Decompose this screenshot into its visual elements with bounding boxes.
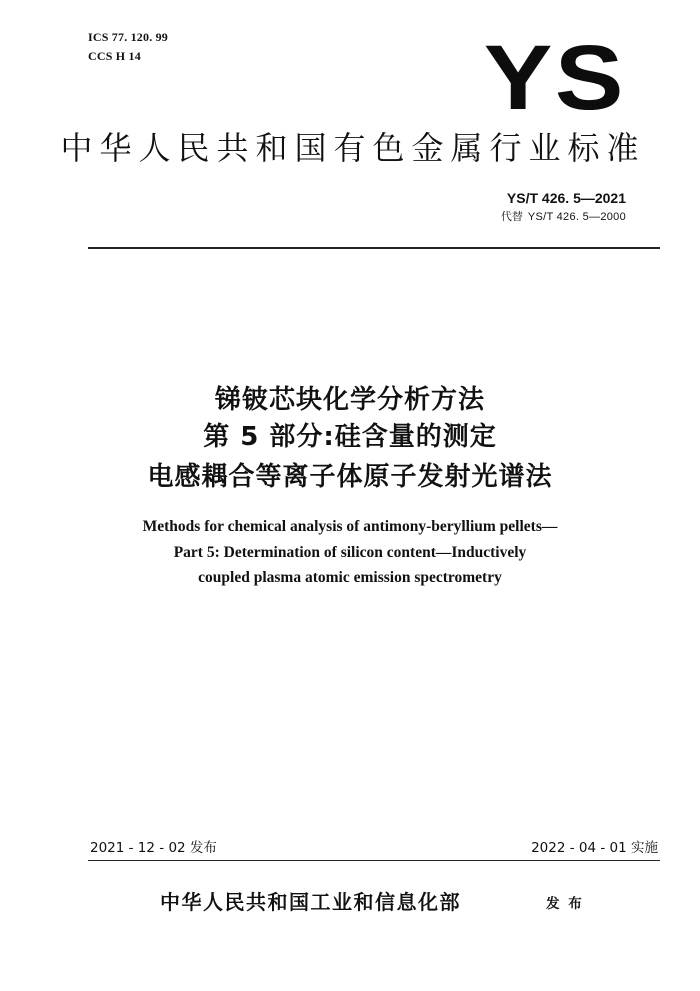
standard-category-title: 中华人民共和国有色金属行业标准	[60, 129, 646, 167]
title-cn-line-3: 电感耦合等离子体原子发射光谱法	[147, 462, 553, 492]
title-en-line-3: coupled plasma atomic emission spectrometry	[198, 569, 502, 586]
replaces-row	[501, 210, 626, 224]
issue-date: 2021 - 12 - 02 发布	[90, 840, 217, 856]
ics-code: ICS 77. 120. 99	[88, 30, 169, 44]
title-en-line-1: Methods for chemical analysis of antimony-beryllium pellets—	[142, 518, 558, 535]
ccs-code: CCS H 14	[88, 49, 141, 63]
title-cn-line-1: 锑铍芯块化学分析方法	[214, 385, 485, 415]
issuing-authority: 中华人民共和国工业和信息化部	[160, 890, 461, 914]
replaces-label: 代替	[500, 210, 523, 223]
title-en-line-2: Part 5: Determination of silicon content—Inductively	[173, 544, 527, 561]
replaces-number: YS/T 426. 5—2000	[527, 211, 626, 223]
title-cn-line-2: 第 5 部分:硅含量的测定	[203, 422, 497, 452]
ys-logo: YS	[484, 27, 626, 129]
header-divider	[88, 247, 660, 249]
implementation-date: 2022 - 04 - 01 实施	[531, 840, 658, 856]
issue-action-label: 发 布	[546, 896, 584, 912]
standard-number: YS/T 426. 5—2021	[506, 190, 626, 206]
footer-divider	[88, 860, 660, 861]
